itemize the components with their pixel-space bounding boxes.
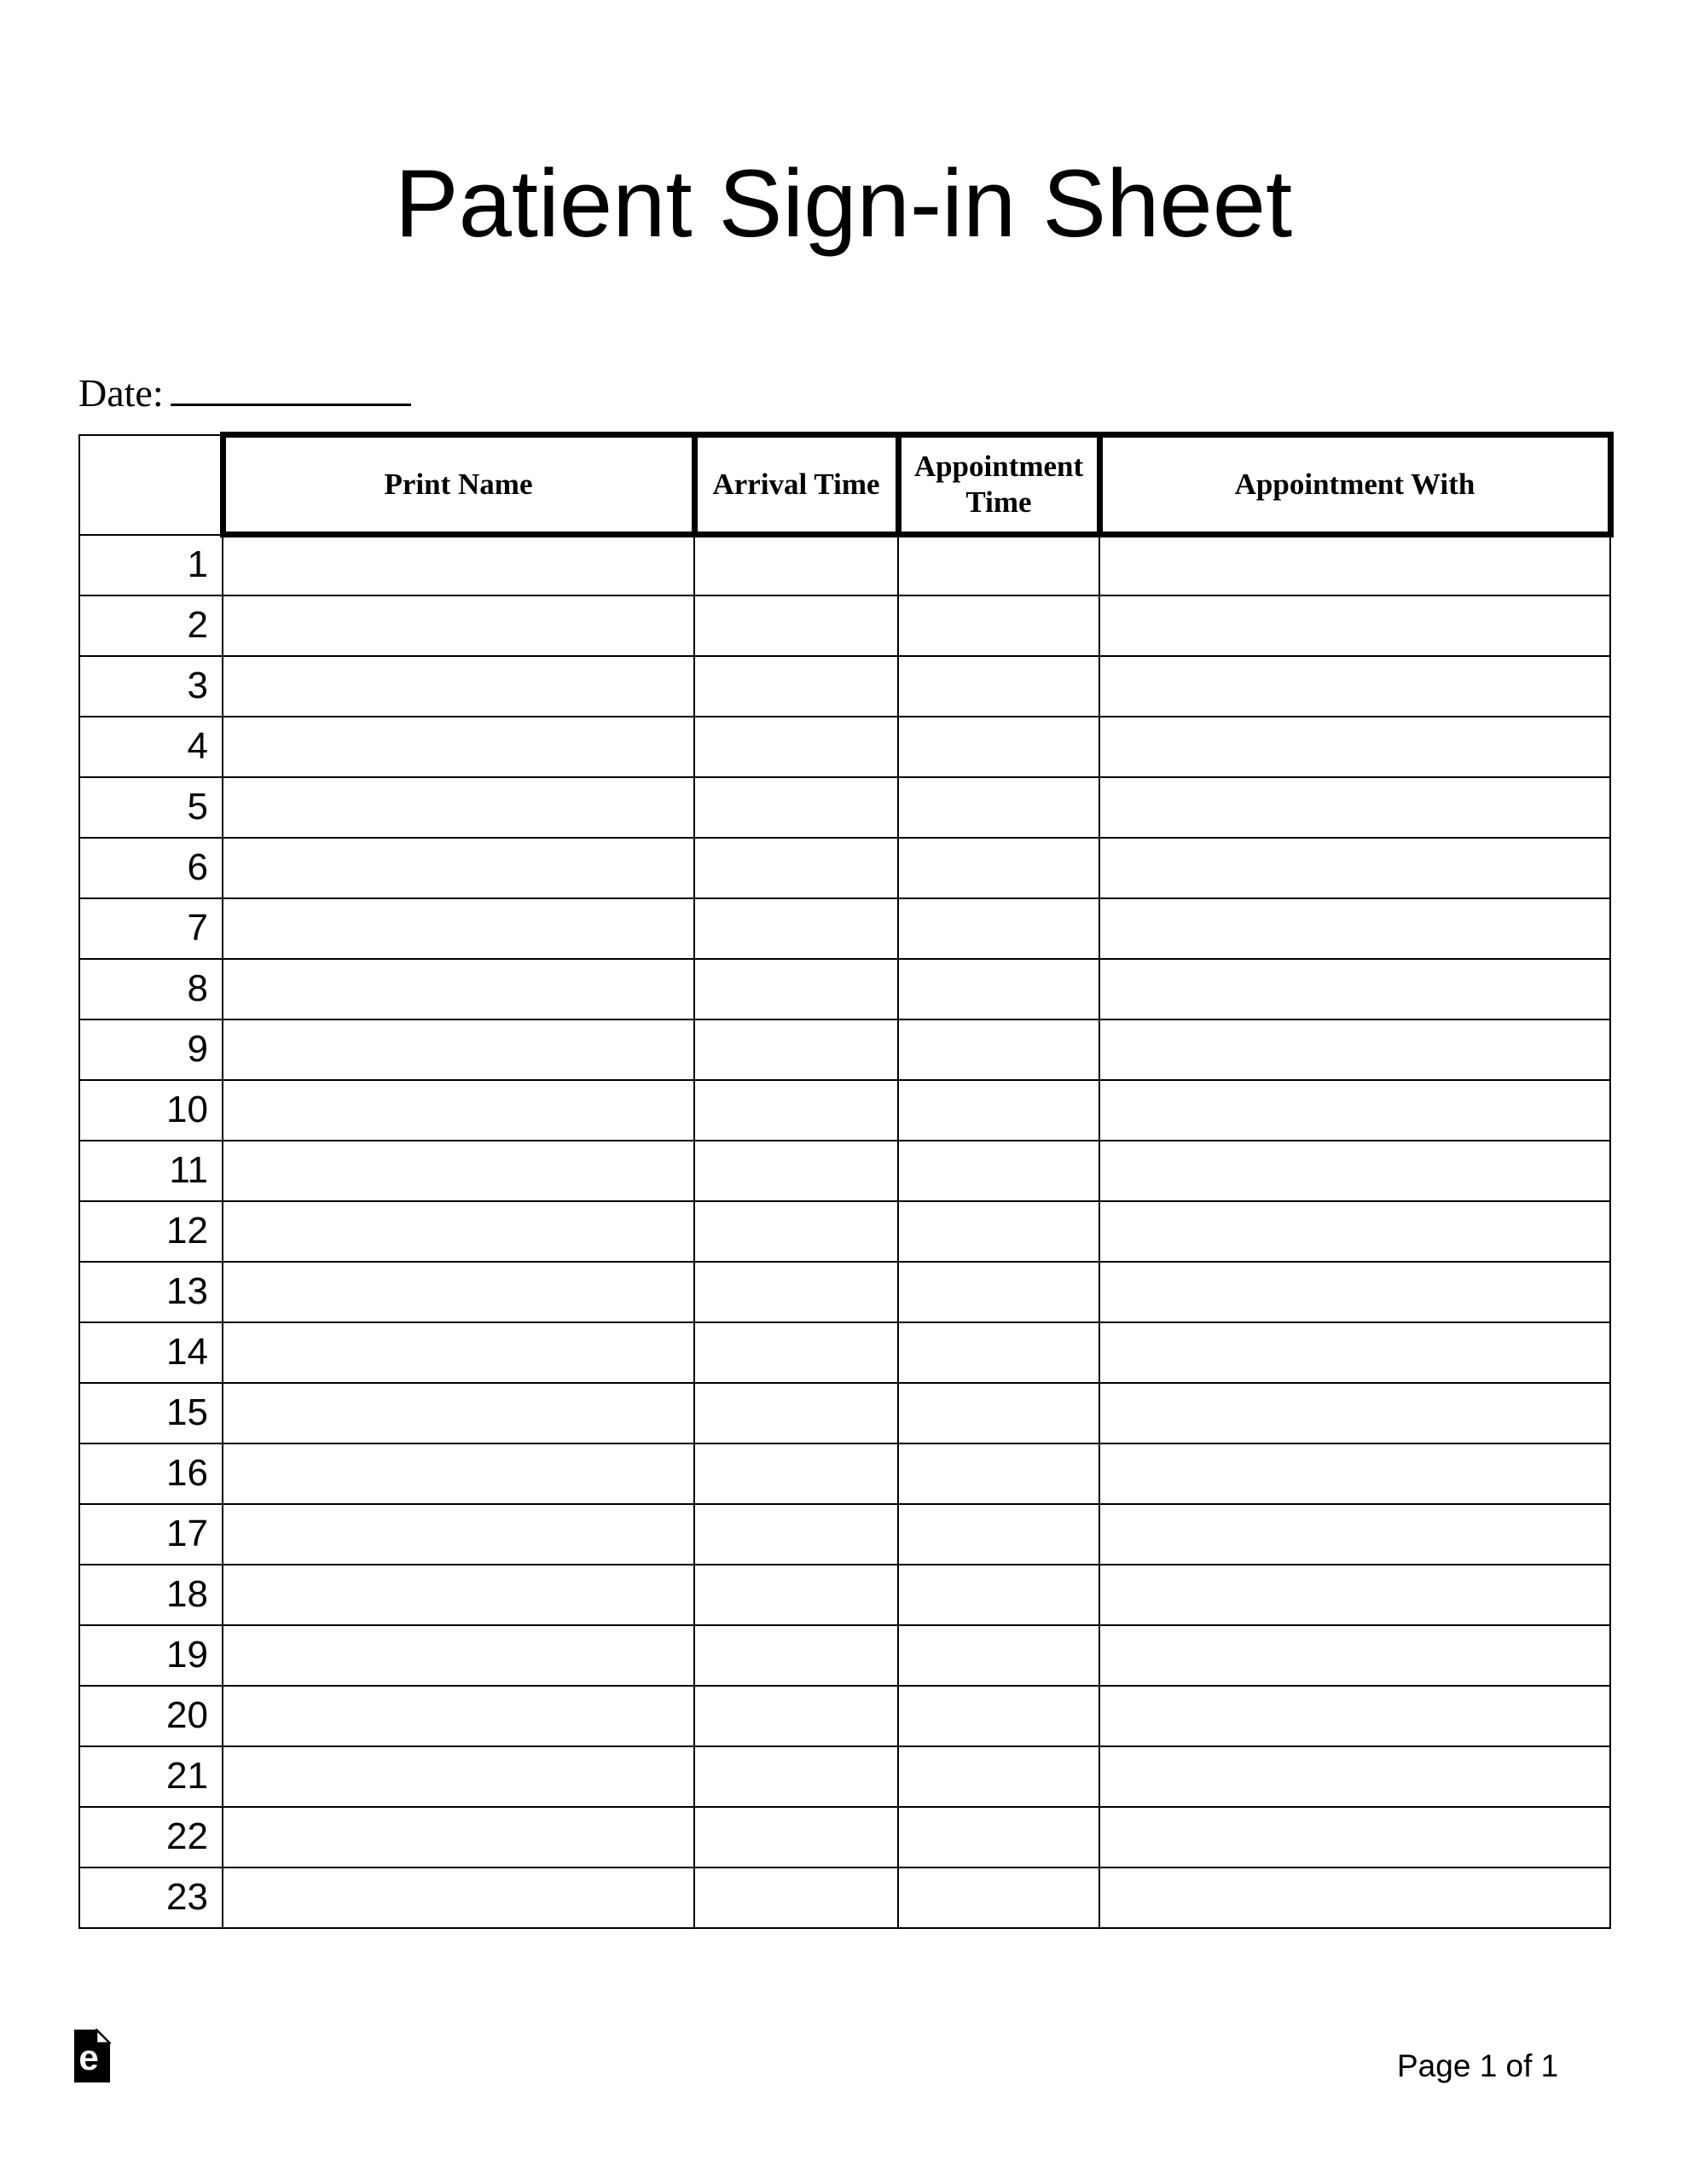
table-header [79, 435, 1610, 535]
arrival-time-cell [694, 1625, 898, 1686]
row-number: 16 [79, 1443, 223, 1504]
print-name-cell [223, 1322, 694, 1383]
arrival-time-cell [694, 1080, 898, 1141]
date-fill-line [171, 404, 411, 406]
appointment-time-cell [898, 1565, 1099, 1625]
arrival-time-cell [694, 1262, 898, 1322]
appointment-with-cell [1099, 595, 1610, 656]
arrival-time-cell [694, 1201, 898, 1262]
appointment-with-cell [1099, 717, 1610, 777]
table-row [79, 1504, 1610, 1565]
row-number: 19 [79, 1625, 223, 1686]
table-row [79, 1019, 1610, 1080]
print-name-cell [223, 1443, 694, 1504]
arrival-time-cell [694, 838, 898, 898]
row-number: 2 [79, 595, 223, 656]
print-name-cell [223, 1383, 694, 1443]
print-name-cell [223, 1504, 694, 1565]
table-row [79, 1141, 1610, 1201]
appointment-with-cell [1099, 959, 1610, 1019]
appointment-with-cell [1099, 777, 1610, 838]
table-row [79, 1686, 1610, 1746]
table-row [79, 959, 1610, 1019]
corner-header-cell [79, 435, 223, 535]
date-row [78, 371, 411, 415]
appointment-with-cell [1099, 1019, 1610, 1080]
appointment-time-cell [898, 1383, 1099, 1443]
appointment-time-cell [898, 1686, 1099, 1746]
table-row [79, 1201, 1610, 1262]
page-title: Patient Sign-in Sheet [394, 150, 1293, 257]
row-number: 6 [79, 838, 223, 898]
arrival-time-cell [694, 1383, 898, 1443]
print-name-cell [223, 898, 694, 959]
appointment-with-cell [1099, 1080, 1610, 1141]
print-name-cell [223, 1625, 694, 1686]
print-name-cell [223, 1080, 694, 1141]
sign-in-table [78, 432, 1614, 1929]
table-row [79, 1625, 1610, 1686]
table-row [79, 1443, 1610, 1504]
arrival-time-cell [694, 1686, 898, 1746]
row-number: 3 [79, 656, 223, 717]
row-number: 13 [79, 1262, 223, 1322]
arrival-time-cell [694, 959, 898, 1019]
page-indicator: Page 1 of 1 [1397, 2048, 1559, 2083]
print-name-cell [223, 777, 694, 838]
row-number: 18 [79, 1565, 223, 1625]
print-name-cell [223, 656, 694, 717]
appointment-with-cell [1099, 898, 1610, 959]
row-number: 8 [79, 959, 223, 1019]
appointment-time-cell [898, 1746, 1099, 1807]
arrival-time-cell [694, 535, 898, 595]
print-name-cell [223, 1746, 694, 1807]
arrival-time-cell [694, 1565, 898, 1625]
appointment-time-cell [898, 1201, 1099, 1262]
row-number: 7 [79, 898, 223, 959]
table-row [79, 1322, 1610, 1383]
svg-text:e: e [78, 2037, 99, 2077]
appointment-with-cell [1099, 1504, 1610, 1565]
appointment-with-cell [1099, 1443, 1610, 1504]
print-name-cell [223, 535, 694, 595]
arrival-time-cell [694, 717, 898, 777]
print-name-cell [223, 1807, 694, 1867]
row-number: 22 [79, 1807, 223, 1867]
appointment-time-cell [898, 959, 1099, 1019]
appointment-with-cell [1099, 1383, 1610, 1443]
table-row [79, 1383, 1610, 1443]
print-name-cell [223, 1019, 694, 1080]
table-row [79, 595, 1610, 656]
table-row [79, 777, 1610, 838]
appointment-with-cell [1099, 1625, 1610, 1686]
arrival-time-cell [694, 1141, 898, 1201]
appointment-with-cell [1099, 1867, 1610, 1928]
appointment-time-cell [898, 1504, 1099, 1565]
row-number: 11 [79, 1141, 223, 1201]
appointment-time-cell [898, 656, 1099, 717]
table-row [79, 1262, 1610, 1322]
header-appointment-time: Appointment Time [898, 435, 1099, 535]
arrival-time-cell [694, 1504, 898, 1565]
row-number: 21 [79, 1746, 223, 1807]
appointment-with-cell [1099, 656, 1610, 717]
sheet-table-body [79, 535, 1610, 1928]
appointment-time-cell [898, 1080, 1099, 1141]
table-row [79, 1080, 1610, 1141]
appointment-time-cell [898, 777, 1099, 838]
arrival-time-cell [694, 898, 898, 959]
row-number: 4 [79, 717, 223, 777]
row-number: 12 [79, 1201, 223, 1262]
table-row [79, 1867, 1610, 1928]
arrival-time-cell [694, 1019, 898, 1080]
appointment-with-cell [1099, 1322, 1610, 1383]
appointment-time-cell [898, 1625, 1099, 1686]
table-row [79, 656, 1610, 717]
table-row [79, 1746, 1610, 1807]
appointment-time-cell [898, 535, 1099, 595]
appointment-time-cell [898, 595, 1099, 656]
appointment-time-cell [898, 1867, 1099, 1928]
print-name-cell [223, 595, 694, 656]
appointment-with-cell [1099, 1262, 1610, 1322]
table-row [79, 535, 1610, 595]
header-print-name: Print Name [223, 435, 694, 535]
arrival-time-cell [694, 1867, 898, 1928]
arrival-time-cell [694, 656, 898, 717]
appointment-with-cell [1099, 1565, 1610, 1625]
table-row [79, 1807, 1610, 1867]
arrival-time-cell [694, 1322, 898, 1383]
row-number: 15 [79, 1383, 223, 1443]
print-name-cell [223, 1565, 694, 1625]
print-name-cell [223, 1201, 694, 1262]
row-number: 20 [79, 1686, 223, 1746]
arrival-time-cell [694, 1746, 898, 1807]
appointment-time-cell [898, 1807, 1099, 1867]
row-number: 5 [79, 777, 223, 838]
print-name-cell [223, 1686, 694, 1746]
appointment-time-cell [898, 838, 1099, 898]
header-arrival-time: Arrival Time [694, 435, 898, 535]
row-number: 23 [79, 1867, 223, 1928]
appointment-with-cell [1099, 1201, 1610, 1262]
eforms-logo-icon [73, 2029, 111, 2083]
row-number: 17 [79, 1504, 223, 1565]
header-appointment-with: Appointment With [1099, 435, 1610, 535]
table-row [79, 838, 1610, 898]
arrival-time-cell [694, 1443, 898, 1504]
header-row [79, 435, 1610, 535]
row-number: 14 [79, 1322, 223, 1383]
print-name-cell [223, 838, 694, 898]
appointment-with-cell [1099, 1141, 1610, 1201]
appointment-time-cell [898, 1322, 1099, 1383]
print-name-cell [223, 1141, 694, 1201]
print-name-cell [223, 717, 694, 777]
arrival-time-cell [694, 777, 898, 838]
table-row [79, 717, 1610, 777]
print-name-cell [223, 959, 694, 1019]
print-name-cell [223, 1867, 694, 1928]
row-number: 9 [79, 1019, 223, 1080]
appointment-time-cell [898, 898, 1099, 959]
arrival-time-cell [694, 1807, 898, 1867]
appointment-with-cell [1099, 1807, 1610, 1867]
print-name-cell [223, 1262, 694, 1322]
table-row [79, 1565, 1610, 1625]
appointment-time-cell [898, 717, 1099, 777]
appointment-with-cell [1099, 1746, 1610, 1807]
table-row [79, 898, 1610, 959]
arrival-time-cell [694, 595, 898, 656]
appointment-with-cell [1099, 535, 1610, 595]
row-number: 10 [79, 1080, 223, 1141]
appointment-time-cell [898, 1443, 1099, 1504]
appointment-time-cell [898, 1141, 1099, 1201]
appointment-with-cell [1099, 838, 1610, 898]
appointment-time-cell [898, 1262, 1099, 1322]
date-label: Date: [78, 371, 164, 415]
row-number: 1 [79, 535, 223, 595]
appointment-time-cell [898, 1019, 1099, 1080]
appointment-with-cell [1099, 1686, 1610, 1746]
